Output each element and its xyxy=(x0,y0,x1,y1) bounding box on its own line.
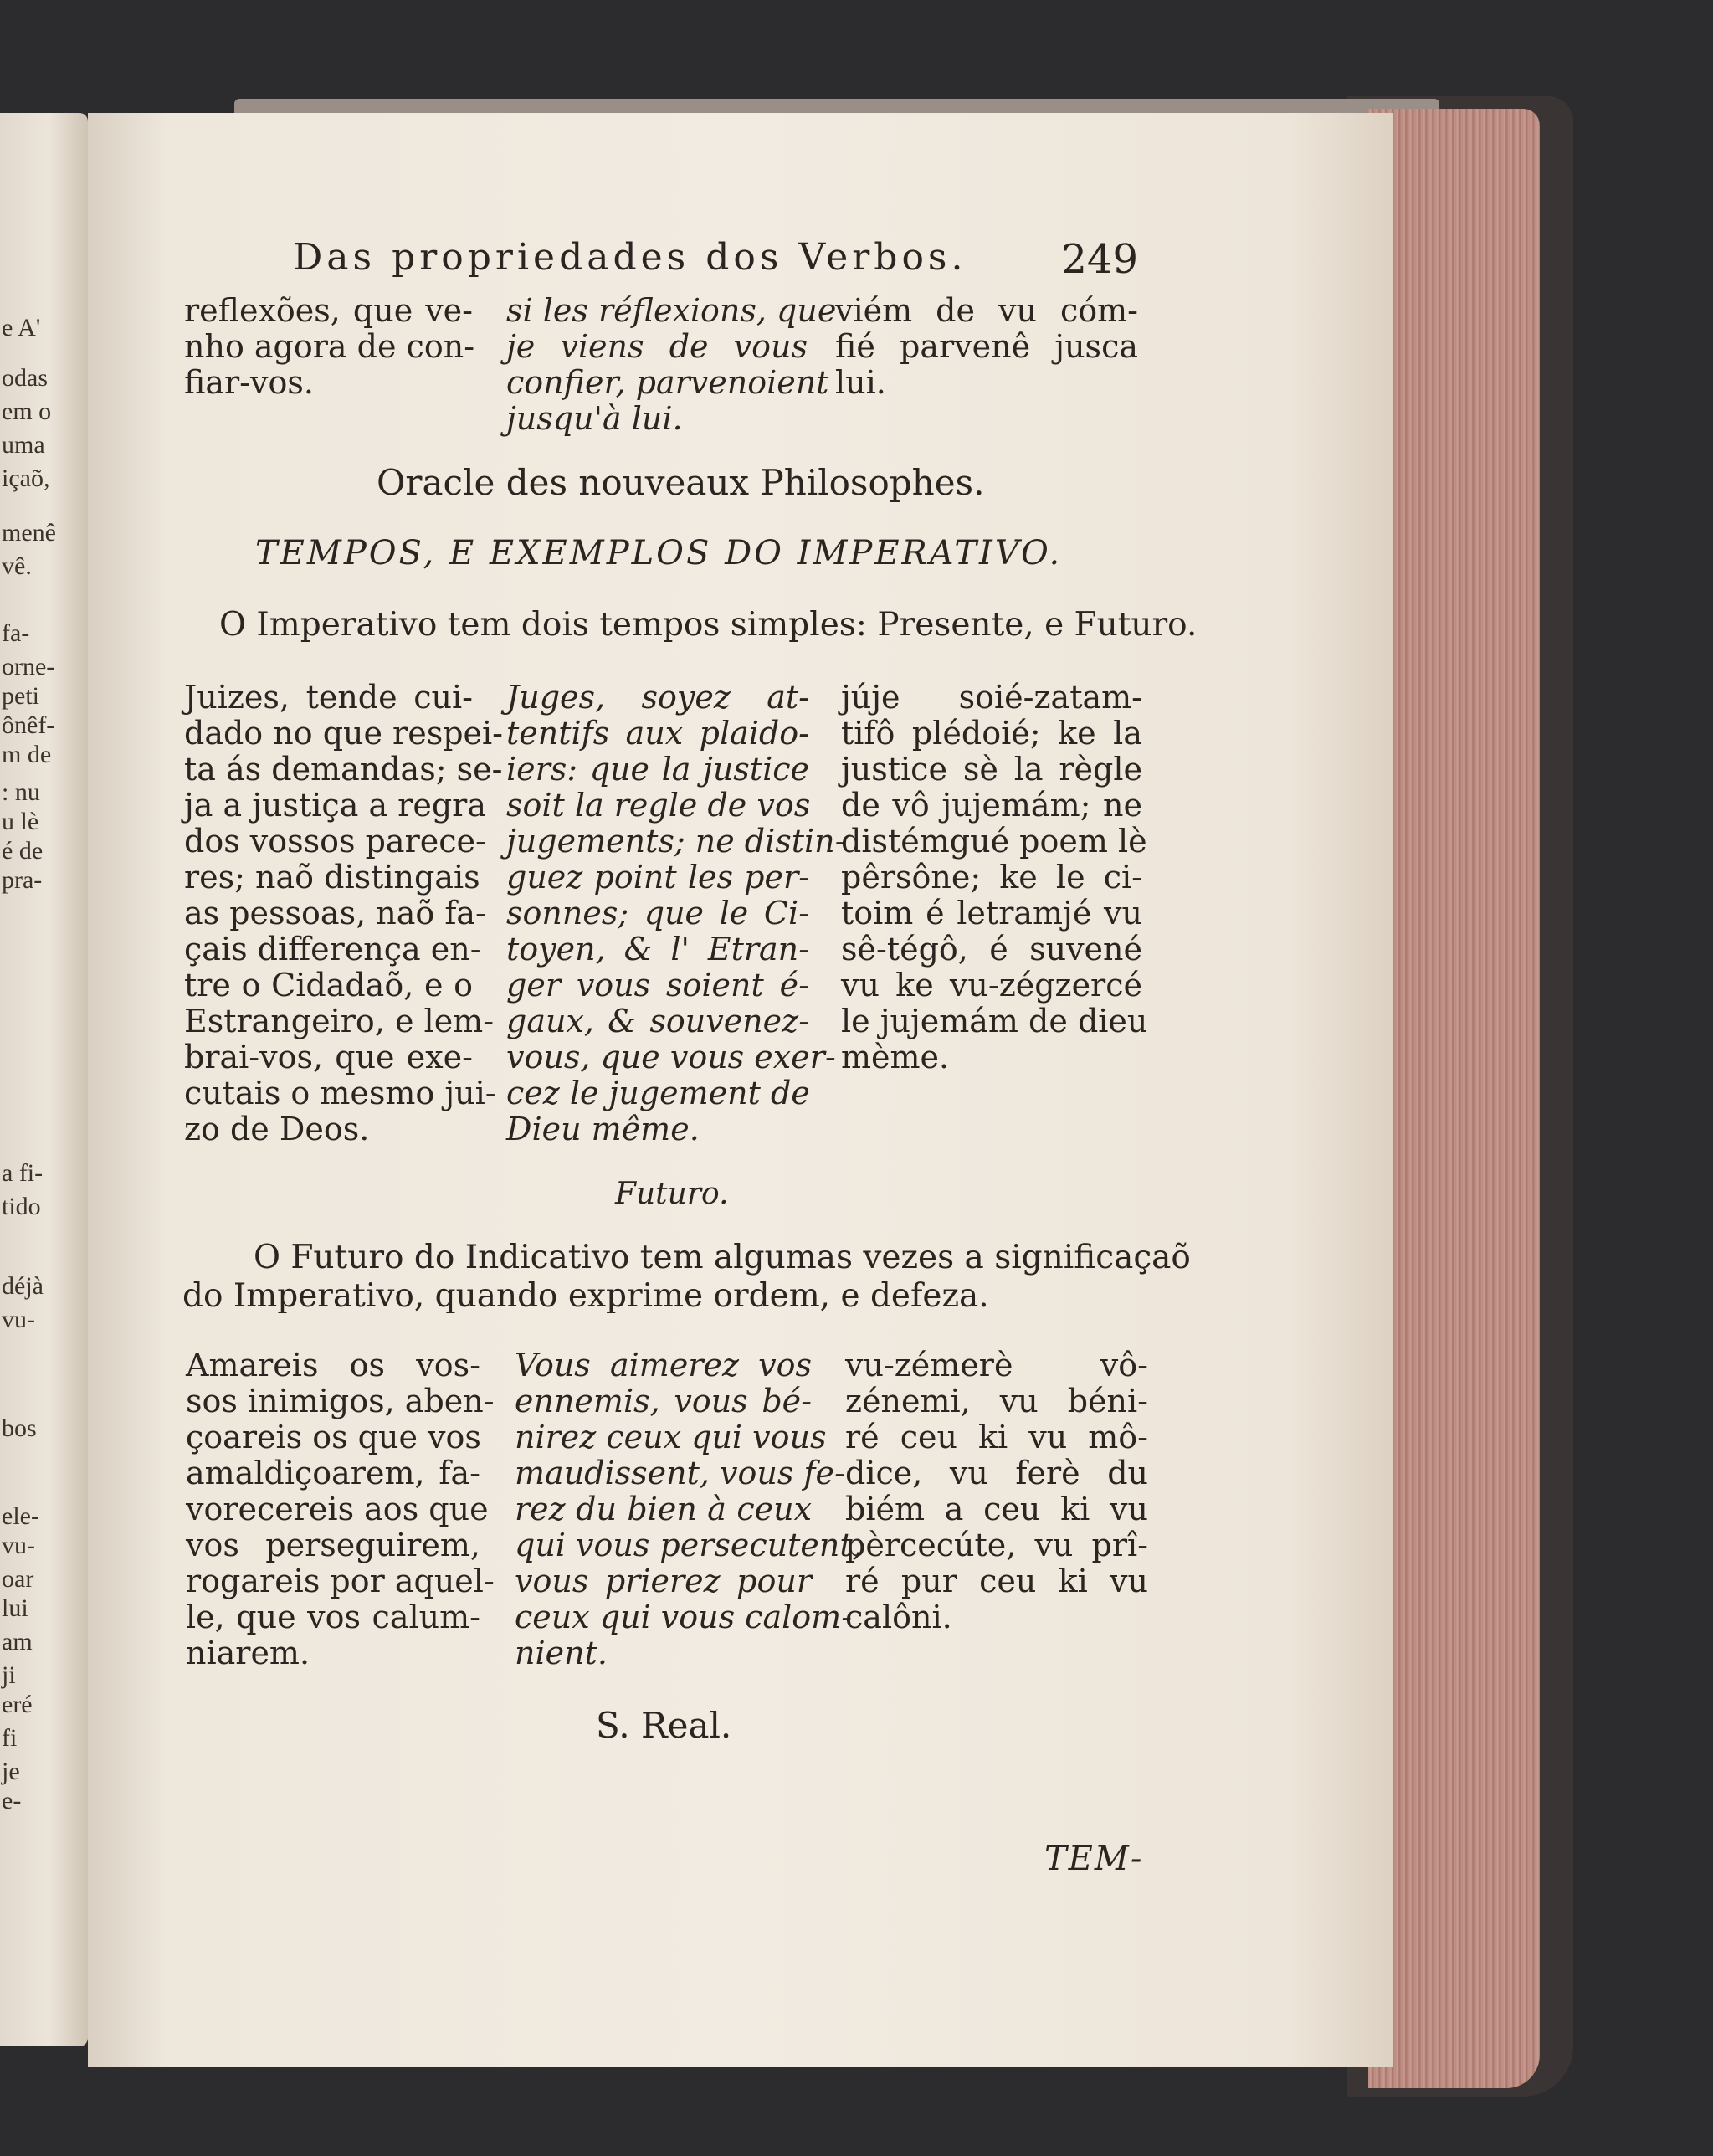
present-french-column xyxy=(506,679,846,1147)
previous-page-fragment: bos xyxy=(2,1414,37,1442)
text-line: ennemis, vous bé- xyxy=(515,1383,812,1419)
text-line: gaux, & souvenez- xyxy=(506,1003,809,1040)
text-line: guez point les per- xyxy=(506,859,809,896)
section-heading: TEMPOS, E EXEMPLOS DO IMPERATIVO. xyxy=(255,534,1063,572)
attribution-real: S. Real. xyxy=(596,1705,732,1746)
text-line: ré ceu ki vu mô- xyxy=(845,1419,1148,1455)
text-line: res; naõ distingais xyxy=(184,859,480,896)
text-line: zénemi, vu béni- xyxy=(845,1383,1148,1419)
previous-page xyxy=(0,113,88,2046)
text-line: le, que vos calum- xyxy=(186,1599,480,1635)
text-line: toyen, & l' Etran- xyxy=(506,931,809,968)
text-line: vu ke vu-zégzercé xyxy=(841,967,1142,1004)
text-line: dos vossos parece- xyxy=(184,823,486,860)
text-line: fié parvenê jusca xyxy=(835,328,1138,365)
text-line: ceux qui vous calom- xyxy=(515,1599,853,1635)
future-paragraph xyxy=(182,1239,1191,1316)
text-line: si les réflexions, que xyxy=(506,292,837,329)
text-line: pêrsône; ke le ci- xyxy=(841,859,1142,896)
text-line: nho agora de con- xyxy=(184,328,475,365)
previous-page-fragment: m de xyxy=(2,741,52,768)
previous-page-fragment: içaõ, xyxy=(2,465,50,492)
text-line: viém de vu cóm- xyxy=(835,292,1138,329)
text-line: fiar-vos. xyxy=(184,364,314,401)
text-line: Vous aimerez vos xyxy=(515,1347,812,1383)
catchword: TEM- xyxy=(1044,1840,1144,1878)
previous-page-fragment: ji xyxy=(2,1661,16,1689)
page-edges xyxy=(1368,109,1540,2088)
text-line: niarem. xyxy=(186,1635,310,1671)
text-line: nient. xyxy=(515,1635,608,1671)
text-line: lui. xyxy=(835,364,886,401)
running-head xyxy=(293,236,1138,281)
previous-page-fragment: vê. xyxy=(2,552,32,580)
text-line: distémgué poem lè xyxy=(841,823,1147,860)
text-line: dado no que respei- xyxy=(184,715,504,752)
subheading-future: Futuro. xyxy=(615,1177,729,1211)
intro-french-column xyxy=(506,292,837,437)
previous-page-fragment: odas xyxy=(2,364,48,392)
future-phonetic-column xyxy=(845,1348,1148,1635)
text-line: Juges, soyez at- xyxy=(506,679,809,716)
text-line: ré pur ceu ki vu xyxy=(845,1563,1148,1599)
previous-page-fragment: menê xyxy=(2,519,56,547)
text-line: Dieu même. xyxy=(506,1111,700,1147)
future-portuguese-column xyxy=(186,1347,495,1671)
text-line: tentifs aux plaido- xyxy=(506,715,809,752)
present-portuguese-column xyxy=(184,679,504,1147)
text-line: soit la regle de vos xyxy=(506,787,811,824)
text-line: çais differença en- xyxy=(184,931,481,968)
previous-page-fragment: ônêf- xyxy=(2,711,55,739)
text-line: iers: que la justice xyxy=(506,751,809,788)
text-line: çoareis os que vos xyxy=(186,1419,481,1455)
previous-page-fragment: e A' xyxy=(2,314,41,341)
previous-page-fragment: u lè xyxy=(2,808,39,835)
intro-sentence: O Imperativo tem dois tempos simples: Presente, e Futuro. xyxy=(219,606,1198,644)
text-line: le jujemám de dieu xyxy=(841,1003,1148,1040)
text-line: pèrcecúte, vu prî- xyxy=(845,1527,1148,1563)
text-line: qui vous persecutent, xyxy=(515,1527,863,1563)
text-line: maudissent, vous fe- xyxy=(515,1455,845,1491)
previous-page-fragment: vu- xyxy=(2,1306,35,1333)
intro-portuguese-column xyxy=(184,293,473,401)
text-line: vous prierez pour xyxy=(515,1563,812,1599)
text-line: Estrangeiro, e lem- xyxy=(184,1003,495,1040)
previous-page-fragment: eré xyxy=(2,1691,33,1718)
previous-page-fragment: vu- xyxy=(2,1532,35,1559)
text-line: tifô plédoié; ke la xyxy=(841,715,1142,752)
text-line: vorecereis aos que xyxy=(186,1491,489,1527)
previous-page-fragment: tido xyxy=(2,1193,41,1220)
previous-page-fragment: orne- xyxy=(2,653,55,680)
previous-page-fragment: uma xyxy=(2,431,45,459)
text-line: ta ás demandas; se- xyxy=(184,751,503,788)
previous-page-fragment: em o xyxy=(2,398,52,425)
text-line: biém a ceu ki vu xyxy=(845,1491,1148,1527)
present-phonetic-column xyxy=(841,679,1148,1075)
text-line: as pessoas, naõ fa- xyxy=(184,895,486,932)
text-line: calôni. xyxy=(845,1599,952,1635)
text-line: toim é letramjé vu xyxy=(841,895,1142,932)
previous-page-fragment: lui xyxy=(2,1594,28,1622)
previous-page-fragment: é de xyxy=(2,837,44,865)
previous-page-fragment: fi xyxy=(2,1724,18,1752)
text-line: júje soié-zatam- xyxy=(841,679,1142,716)
paragraph-line: do Imperativo, quando exprime ordem, e defeza. xyxy=(182,1277,989,1315)
text-line: vu-zémerè vô- xyxy=(845,1347,1148,1383)
text-line: confier, parvenoient xyxy=(506,364,829,401)
text-line: jugements; ne distin- xyxy=(506,823,846,860)
text-line: justice sè la règle xyxy=(841,751,1142,788)
paragraph-line: O Futuro do Indicativo tem algumas vezes a significaçaõ xyxy=(254,1239,1191,1276)
text-line: vous, que vous exer- xyxy=(506,1039,836,1075)
text-line: rez du bien à ceux xyxy=(515,1491,812,1527)
text-line: sonnes; que le Ci- xyxy=(506,895,809,932)
previous-page-fragment: oar xyxy=(2,1565,34,1593)
text-line: brai-vos, que exe- xyxy=(184,1039,473,1075)
text-line: vos perseguirem, xyxy=(186,1527,480,1563)
text-line: tre o Cidadaõ, e o xyxy=(184,967,473,1004)
text-line: reflexões, que ve- xyxy=(184,292,473,329)
previous-page-fragment: peti xyxy=(2,682,39,710)
text-line: Juizes, tende cui- xyxy=(184,679,473,716)
intro-phonetic-column xyxy=(835,293,1138,401)
text-line: nirez ceux qui vous xyxy=(515,1419,827,1455)
text-line: sos inimigos, aben- xyxy=(186,1383,495,1419)
text-line: cez le jugement de xyxy=(506,1075,810,1111)
text-line: zo de Deos. xyxy=(184,1111,370,1147)
previous-page-fragment: : nu xyxy=(2,778,40,806)
running-head-title: Das propriedades dos Verbos. xyxy=(293,236,967,279)
text-line: je viens de vous xyxy=(506,328,808,365)
previous-page-fragment: je xyxy=(2,1758,20,1785)
previous-page-fragment: déjà xyxy=(2,1272,44,1300)
text-line: sê-tégô, é suvené xyxy=(841,931,1142,968)
text-line: dice, vu ferè du xyxy=(845,1455,1148,1491)
text-line: amaldiçoarem, fa- xyxy=(186,1455,480,1491)
page-number: 249 xyxy=(1061,236,1138,283)
text-line: Amareis os vos- xyxy=(186,1347,480,1383)
text-line: jusqu'à lui. xyxy=(506,400,683,437)
text-line: ja a justiça a regra xyxy=(184,787,486,824)
attribution-oracle: Oracle des nouveaux Philosophes. xyxy=(377,462,985,503)
future-french-column xyxy=(515,1347,863,1671)
previous-page-fragment: e- xyxy=(2,1787,22,1815)
text-line: de vô jujemám; ne xyxy=(841,787,1142,824)
previous-page-fragment: fa- xyxy=(2,619,30,647)
text-line: mème. xyxy=(841,1039,950,1075)
previous-page-fragment: am xyxy=(2,1628,33,1656)
previous-page-fragment: ele- xyxy=(2,1502,39,1530)
previous-page-fragment: pra- xyxy=(2,866,43,894)
previous-page-fragment: a fi- xyxy=(2,1159,44,1187)
text-line: cutais o mesmo jui- xyxy=(184,1075,496,1111)
text-line: rogareis por aquel- xyxy=(186,1563,495,1599)
text-line: ger vous soient é- xyxy=(506,967,809,1004)
